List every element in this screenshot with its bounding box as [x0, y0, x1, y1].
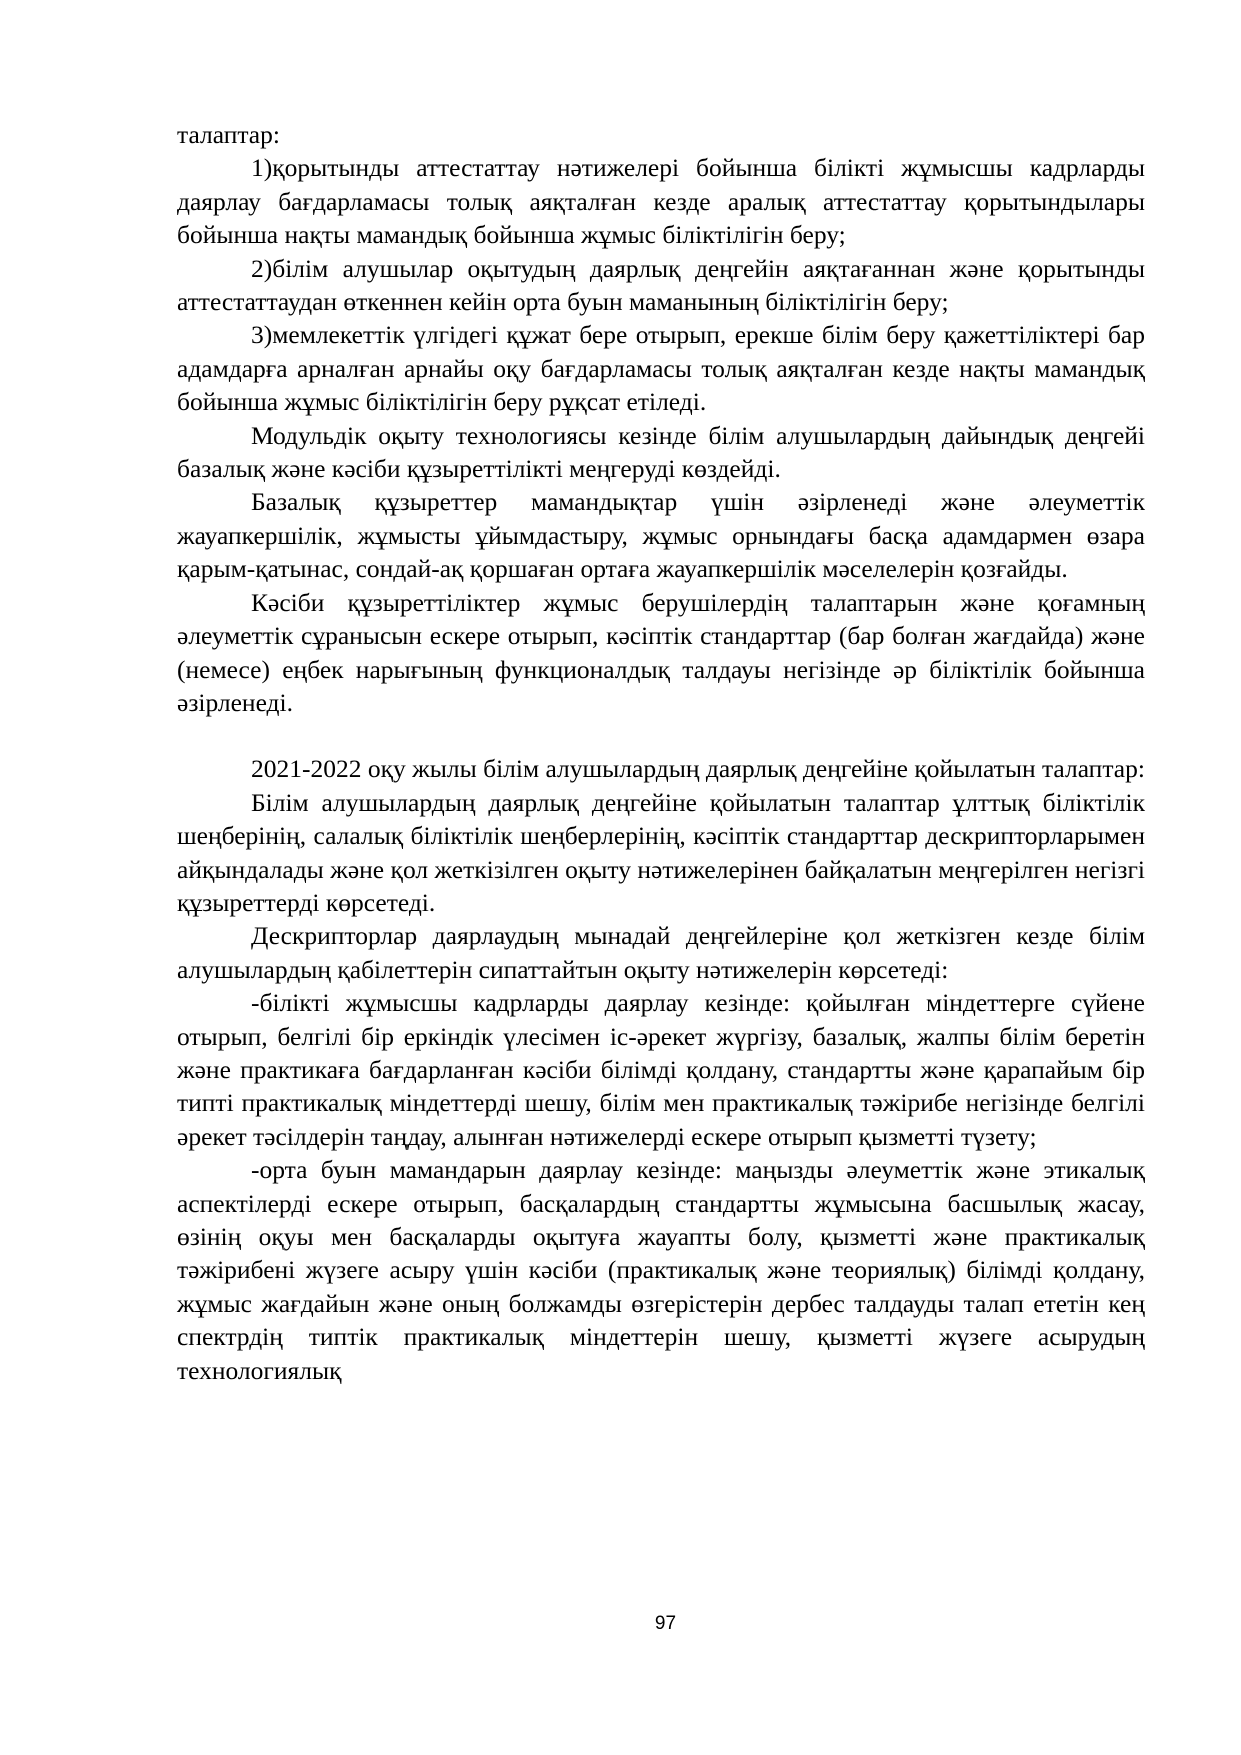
document-page — [177, 118, 1145, 1387]
section-heading-2021-2022: 2021-2022 оқу жылы білім алушылардың даярлық деңгейіне қойылатын талаптар: — [251, 754, 1145, 784]
paragraph-item-3: 3)мемлекеттік үлгідегі құжат бере отырып, ерекше білім беру қажеттіліктері бар адамдарға арналған арнайы оқу бағдарламасы толық аяқталған кезде нақты мамандық бойынша жұмыс біліктілігін беру рұқсат етіледі. — [177, 320, 1145, 417]
paragraph-continuation: талаптар: — [177, 120, 280, 149]
page-number: 97 — [654, 1613, 677, 1634]
paragraph-requirements: Білім алушылардың даярлық деңгейіне қойылатын талаптар ұлттық біліктілік шеңберінің, салалық біліктілік шеңберлерінің, кәсіптік стандарттар дескрипторларымен айқындалады және қол жеткізілген оқыту нәтижелерінен байқалатын меңгерілген негізгі құзыреттерді көрсетеді. — [177, 787, 1145, 917]
paragraph-spacer — [177, 719, 1145, 752]
paragraph-professional-competencies: Кәсіби құзыреттіліктер жұмыс берушілердің талаптарын және қоғамның әлеуметтік сұранысын ескере отырып, кәсіптік стандарттар (бар болған жағдайда) және (немесе) еңбек нарығының функционалдық талдауы негізінде әр біліктілік бойынша әзірленеді. — [177, 587, 1145, 717]
paragraph-skilled-workers: -білікті жұмысшы кадрларды даярлау кезінде: қойылған міндеттерге сүйене отырып, белгілі бір еркіндік үлесімен іс-әрекет жүргізу, базалық, жалпы білім беретін және практикаға бағдарланған кәсіби білімді қолдану, стандартты және қарапайым бір типті практикалық міндеттерді шешу, білім мен практикалық тәжірибе негізінде белгілі әрекет тәсілдерін таңдау, алынған нәтижелерді ескере отырып қызметті түзету; — [177, 988, 1145, 1151]
paragraph-item-1: 1)қорытынды аттестаттау нәтижелері бойынша білікті жұмысшы кадрларды даярлау бағдарламасы толық аяқталған кезде аралық аттестаттау қорытындылары бойынша нақты мамандық бойынша жұмыс біліктілігін беру; — [177, 153, 1145, 250]
paragraph-basic-competencies: Базалық құзыреттер мамандықтар үшін әзірленеді және әлеуметтік жауапкершілік, жұмысты ұйымдастыру, жұмыс орнындағы басқа адамдармен өзара қарым-қатынас, сондай-ақ қоршаған ортаға жауапкершілік мәселелерін қозғайды. — [177, 487, 1145, 584]
paragraph-mid-level-specialists: -орта буын мамандарын даярлау кезінде: маңызды әлеуметтік және этикалық аспектілерді ескере отырып, басқалардың стандартты жұмысына басшылық жасау, өзінің оқуы мен басқаларды оқытуға жауапты болу, қызметті және практикалық тәжірибені жүзеге асыру үшін кәсіби (практикалық және теориялық) білімді қолдану, жұмыс жағдайын және оның болжамды өзгерістерін дербес талдауды талап ететін кең спектрдің типтік практикалық міндеттерін шешу, қызметті жүзеге асырудың технологиялық — [177, 1155, 1145, 1385]
paragraph-modular-technology: Модульдік оқыту технологиясы кезінде білім алушылардың дайындық деңгейі базалық және кәсіби құзыреттілікті меңгеруді көздейді. — [177, 420, 1145, 484]
paragraph-item-2: 2)білім алушылар оқытудың даярлық деңгейін аяқтағаннан және қорытынды аттестаттаудан өткеннен кейін орта буын маманының біліктілігін беру; — [177, 253, 1145, 317]
paragraph-descriptors: Дескрипторлар даярлаудың мынадай деңгейлеріне қол жеткізген кезде білім алушылардың қабілеттерін сипаттайтын оқыту нәтижелерін көрсетеді: — [177, 921, 1145, 984]
